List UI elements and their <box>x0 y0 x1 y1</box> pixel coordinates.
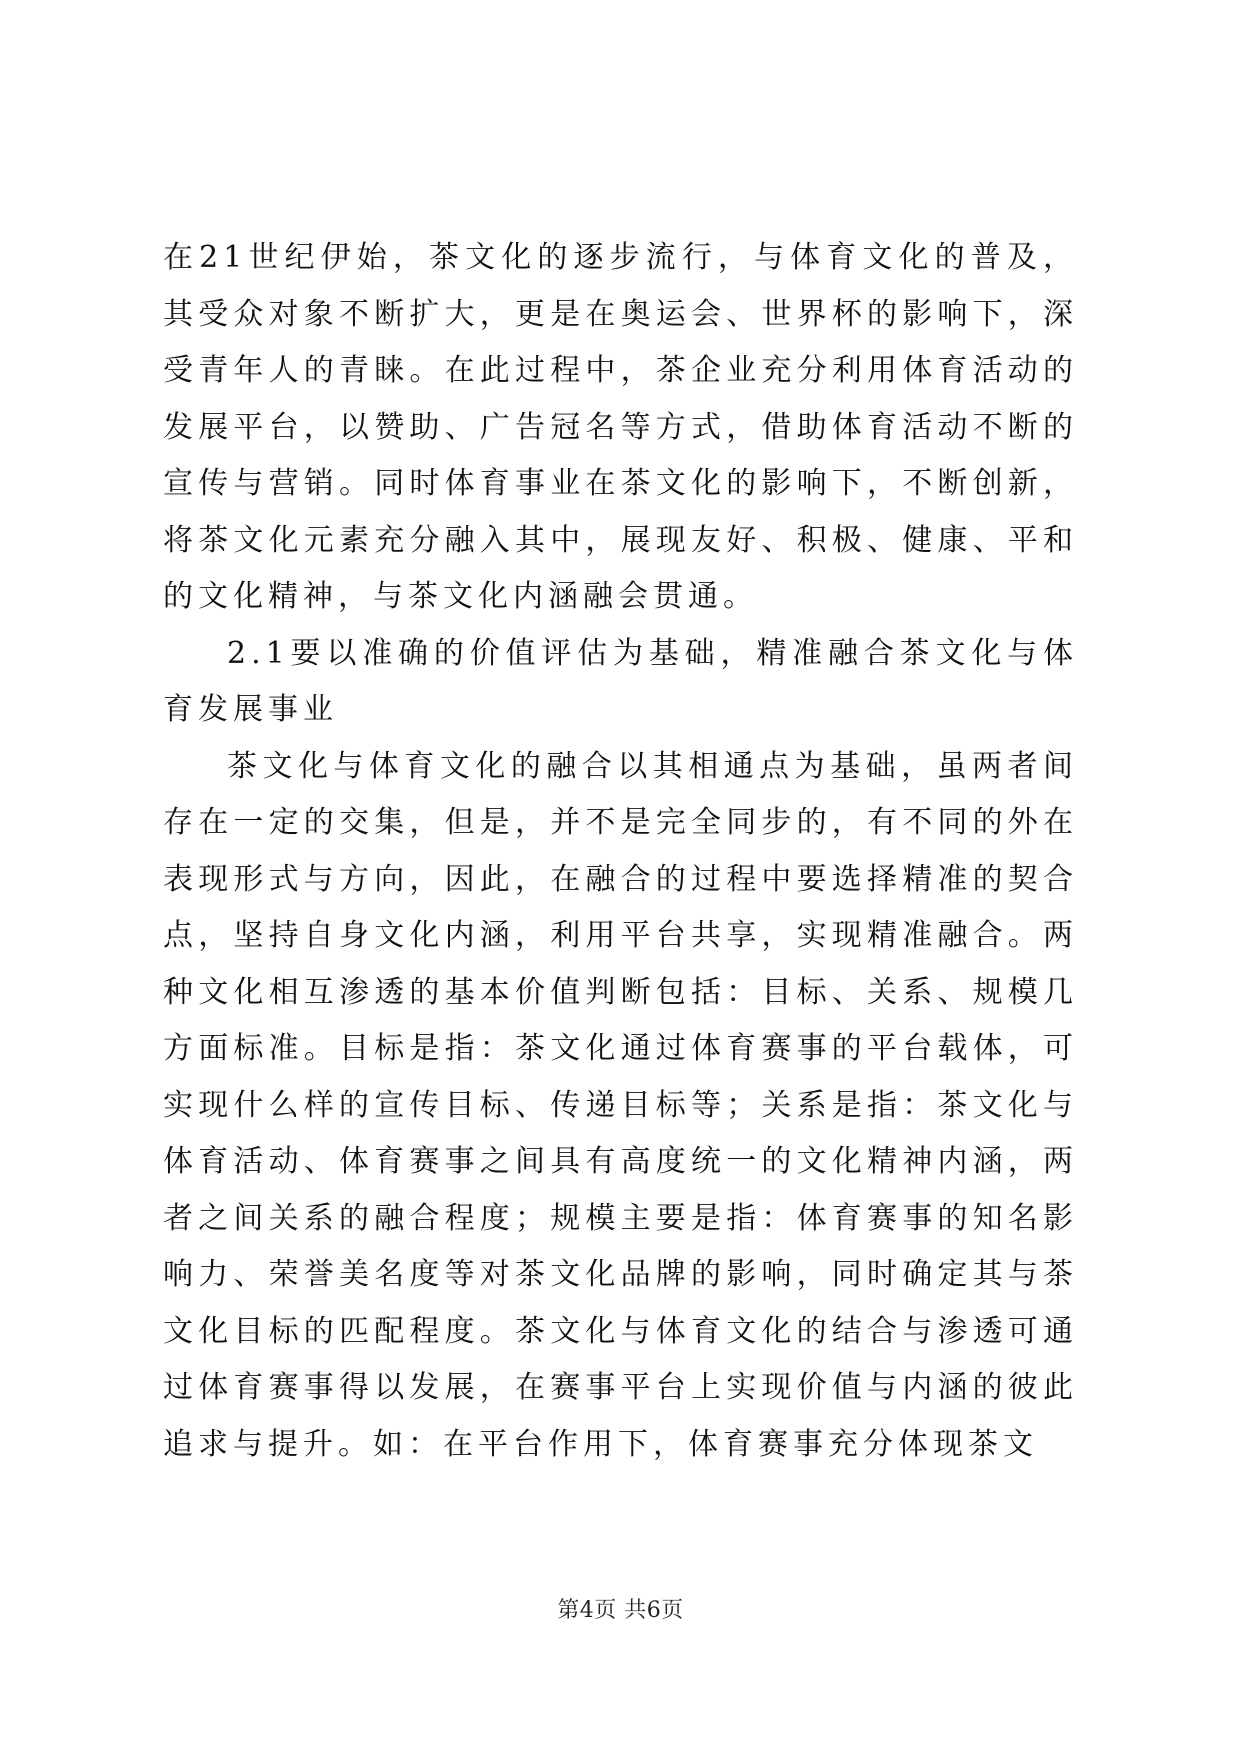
page-number-footer: 第4页 共6页 <box>557 1598 684 1623</box>
paragraph-value-assessment: 茶文化与体育文化的融合以其相通点为基础，虽两者间存在一定的交集，但是，并不是完全同步的，有不同的外在表现形式与方向，因此，在融合的过程中要选择精准的契合点，坚持自身文化内涵，利用平台共享，实现精准融合。两种文化相互渗透的基本价值判断包括：目标、关系、规模几方面标准。目标是指：茶文化通过体育赛事的平台载体，可实现什么样的宣传目标、传递目标等；关系是指：茶文化与体育活动、体育赛事之间具有高度统一的文化精神内涵，两者之间关系的融合程度；规模主要是指：体育赛事的知名影响力、荣誉美名度等对茶文化品牌的影响，同时确定其与茶文化目标的匹配程度。茶文化与体育文化的结合与渗透可通过体育赛事得以发展，在赛事平台上实现价值与内涵的彼此追求与提升。如：在平台作用下，体育赛事充分体现茶文 <box>163 748 1078 1462</box>
document-body <box>163 230 1078 1473</box>
section-heading-2-1: 2.1要以准确的价值评估为基础，精准融合茶文化与体育发展事业 <box>163 635 1078 727</box>
paragraph-intro: 在21世纪伊始，茶文化的逐步流行，与体育文化的普及，其受众对象不断扩大，更是在奥运会、世界杯的影响下，深受青年人的青睐。在此过程中，茶企业充分利用体育活动的发展平台，以赞助、广告冠名等方式，借助体育活动不断的宣传与营销。同时体育事业在茶文化的影响下，不断创新，将茶文化元素充分融入其中，展现友好、积极、健康、平和的文化精神，与茶文化内涵融会贯通。 <box>163 240 1078 614</box>
